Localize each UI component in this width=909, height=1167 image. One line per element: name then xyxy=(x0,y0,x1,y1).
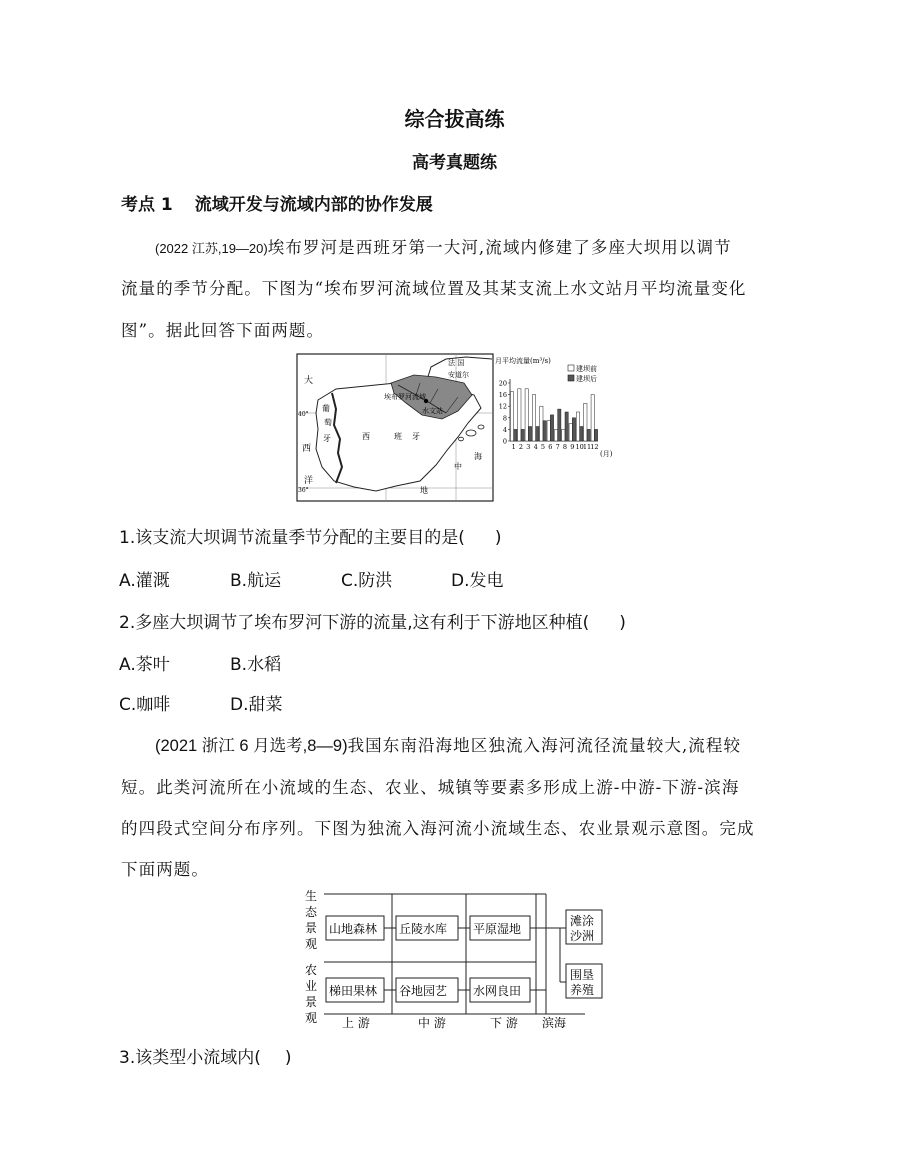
x-tick-label: 3 xyxy=(526,443,531,451)
bar-after-dam xyxy=(594,429,597,441)
x-tick-label: 8 xyxy=(562,443,568,451)
legend-label-after: 建坝后 xyxy=(576,375,597,383)
eco-label-3: 景 xyxy=(305,921,318,935)
bar-after-dam xyxy=(565,412,568,441)
map-label-country-b: 萄 xyxy=(324,418,332,427)
coast-top-line2: 沙洲 xyxy=(570,929,595,943)
section-heading xyxy=(121,190,433,215)
segment-middle: 中 游 xyxy=(418,1016,446,1030)
q2-option-a: A.茶叶 xyxy=(119,655,170,675)
landscape-diagram xyxy=(300,886,610,1030)
bar-after-dam xyxy=(558,409,561,441)
bar-before-dam xyxy=(562,429,565,441)
ebro-map xyxy=(297,354,493,501)
eco-box-lower-label: 平原湿地 xyxy=(473,922,522,936)
x-tick-label: 9 xyxy=(570,443,575,451)
agri-label-3: 景 xyxy=(305,995,318,1009)
q2-option-c: C.咖啡 xyxy=(119,695,171,715)
x-tick-label: 7 xyxy=(555,443,560,451)
map-label-france: 法 国 xyxy=(448,359,465,367)
agri-label-4: 观 xyxy=(305,1011,318,1025)
bar-before-dam xyxy=(554,429,557,441)
y-tick-label: 20 xyxy=(498,379,507,388)
bar-before-dam xyxy=(540,406,543,441)
x-tick-label: 12 xyxy=(590,443,599,451)
map-label-station: 水文站 xyxy=(422,407,443,415)
map-label-ocean-a: 大 xyxy=(304,376,314,386)
bar-before-dam xyxy=(576,412,579,441)
bar-before-dam xyxy=(525,389,528,441)
group1-intro-line3: 图”。据此回答下面两题。 xyxy=(121,321,325,340)
y-tick-label: 12 xyxy=(498,402,507,411)
x-tick-label: 2 xyxy=(518,443,524,451)
map-label-country-c: 牙 xyxy=(323,434,331,443)
map-label-ocean-c: 洋 xyxy=(304,476,314,486)
map-label-sea-b: 中 xyxy=(454,462,462,471)
bar-before-dam xyxy=(584,403,587,441)
segment-lower: 下 游 xyxy=(490,1016,518,1030)
eco-label-4: 观 xyxy=(305,937,318,951)
bar-after-dam xyxy=(536,427,539,442)
group2-intro-line4: 下面两题。 xyxy=(121,860,209,879)
chart-xlabel: (月) xyxy=(600,450,613,458)
group2-intro-line1: (2021 浙江 6 月选考,8—9)我国东南沿海地区独流入海河流径流量较大,流程较 xyxy=(155,736,742,755)
y-tick-label: 8 xyxy=(502,414,507,423)
coast-top-line1: 滩涂 xyxy=(570,914,595,928)
q1-option-a: A.灌溉 xyxy=(119,571,170,591)
x-tick-label: 1 xyxy=(511,443,516,451)
eco-label-1: 生 xyxy=(305,889,318,903)
bar-after-dam xyxy=(521,429,524,441)
x-tick-label: 4 xyxy=(533,443,538,451)
legend-swatch-before xyxy=(568,365,574,371)
legend-label-before: 建坝前 xyxy=(576,365,597,373)
agri-box-middle-label: 谷地园艺 xyxy=(399,984,448,998)
bar-after-dam xyxy=(528,427,531,442)
map-label-spain-b: 班 xyxy=(394,432,402,441)
eco-label-2: 态 xyxy=(305,905,318,919)
x-tick-label: 11 xyxy=(582,443,592,451)
map-label-ocean-b: 西 xyxy=(302,444,312,454)
y-tick-label: 16 xyxy=(498,391,507,400)
q1-option-c: C.防洪 xyxy=(341,571,393,591)
group1-intro-line1: (2022 江苏,19—20)埃布罗河是西班牙第一大河,流域内修建了多座大坝用以调节 xyxy=(155,238,732,257)
coast-bottom-line2: 养殖 xyxy=(570,983,595,997)
map-label-andorra: 安道尔 xyxy=(448,371,469,379)
ebro-figure xyxy=(296,353,616,503)
bar-before-dam xyxy=(510,392,513,441)
bar-after-dam xyxy=(587,429,590,441)
q2-option-d: D.甜菜 xyxy=(230,695,283,715)
page-subtitle: 高考真题练 xyxy=(412,153,497,173)
bar-before-dam xyxy=(518,389,521,441)
flow-chart xyxy=(495,356,613,458)
group1-source: (2022 江苏,19—20) xyxy=(155,241,268,256)
x-tick-label: 10 xyxy=(575,443,584,451)
map-label-spain-c: 牙 xyxy=(412,432,420,441)
agri-box-lower-label: 水网良田 xyxy=(473,984,522,998)
group2-source: (2021 浙江 6 月选考,8—9) xyxy=(155,737,348,755)
segment-coast: 滨海 xyxy=(542,1016,567,1030)
map-label-lat36: 36° xyxy=(298,487,309,494)
bar-before-dam xyxy=(532,395,535,441)
bar-before-dam xyxy=(547,421,550,441)
segment-upper: 上 游 xyxy=(342,1016,370,1030)
map-label-spain-a: 西 xyxy=(362,432,370,441)
x-tick-label: 5 xyxy=(540,443,546,451)
eco-box-upper-label: 山地森林 xyxy=(329,922,378,936)
chart-ylabel: 月平均流量(m³/s) xyxy=(495,357,551,365)
map-label-sea-a: 海 xyxy=(474,452,482,461)
bar-before-dam xyxy=(569,424,572,441)
agri-label-2: 业 xyxy=(305,979,318,993)
q3-stem: 3.该类型小流域内( ) xyxy=(119,1048,292,1068)
q2-stem: 2.多座大坝调节了埃布罗河下游的流量,这有利于下游地区种植( ) xyxy=(119,613,626,633)
group2-intro-line3: 的四段式空间分布序列。下图为独流入海河流小流域生态、农业景观示意图。完成 xyxy=(121,819,755,838)
bar-after-dam xyxy=(572,418,575,441)
y-tick-label: 0 xyxy=(502,437,507,446)
page-title: 综合拔高练 xyxy=(404,107,505,131)
bar-after-dam xyxy=(550,415,553,441)
legend-swatch-after xyxy=(568,375,574,381)
q1-option-b: B.航运 xyxy=(230,571,282,591)
eco-box-middle-label: 丘陵水库 xyxy=(399,922,448,936)
x-tick-label: 6 xyxy=(548,443,553,451)
coast-bottom-line1: 围垦 xyxy=(570,968,595,982)
section-label: 考点 1 xyxy=(121,195,173,215)
bar-after-dam xyxy=(543,421,546,441)
y-tick-label: 4 xyxy=(502,425,507,434)
map-label-basin: 埃布罗河流域 xyxy=(384,393,426,401)
q1-option-d: D.发电 xyxy=(451,571,504,591)
bar-before-dam xyxy=(591,395,594,441)
map-label-lat40: 40° xyxy=(298,411,309,418)
section-title: 流域开发与流域内部的协作发展 xyxy=(194,195,433,215)
bar-after-dam xyxy=(514,429,517,441)
agri-box-upper-label: 梯田果林 xyxy=(329,984,378,998)
group1-intro-line2: 流量的季节分配。下图为“埃布罗河流域位置及其某支流上水文站月平均流量变化 xyxy=(121,279,747,298)
q1-stem: 1.该支流大坝调节流量季节分配的主要目的是( ) xyxy=(119,528,502,548)
group2-intro-line2: 短。此类河流所在小流域的生态、农业、城镇等要素多形成上游-中游-下游-滨海 xyxy=(121,778,740,797)
q2-option-b: B.水稻 xyxy=(230,655,282,675)
agri-label-1: 农 xyxy=(305,963,318,977)
map-label-sea-c: 地 xyxy=(420,486,428,495)
map-label-country-a: 葡 xyxy=(322,404,330,413)
bar-after-dam xyxy=(580,427,583,442)
